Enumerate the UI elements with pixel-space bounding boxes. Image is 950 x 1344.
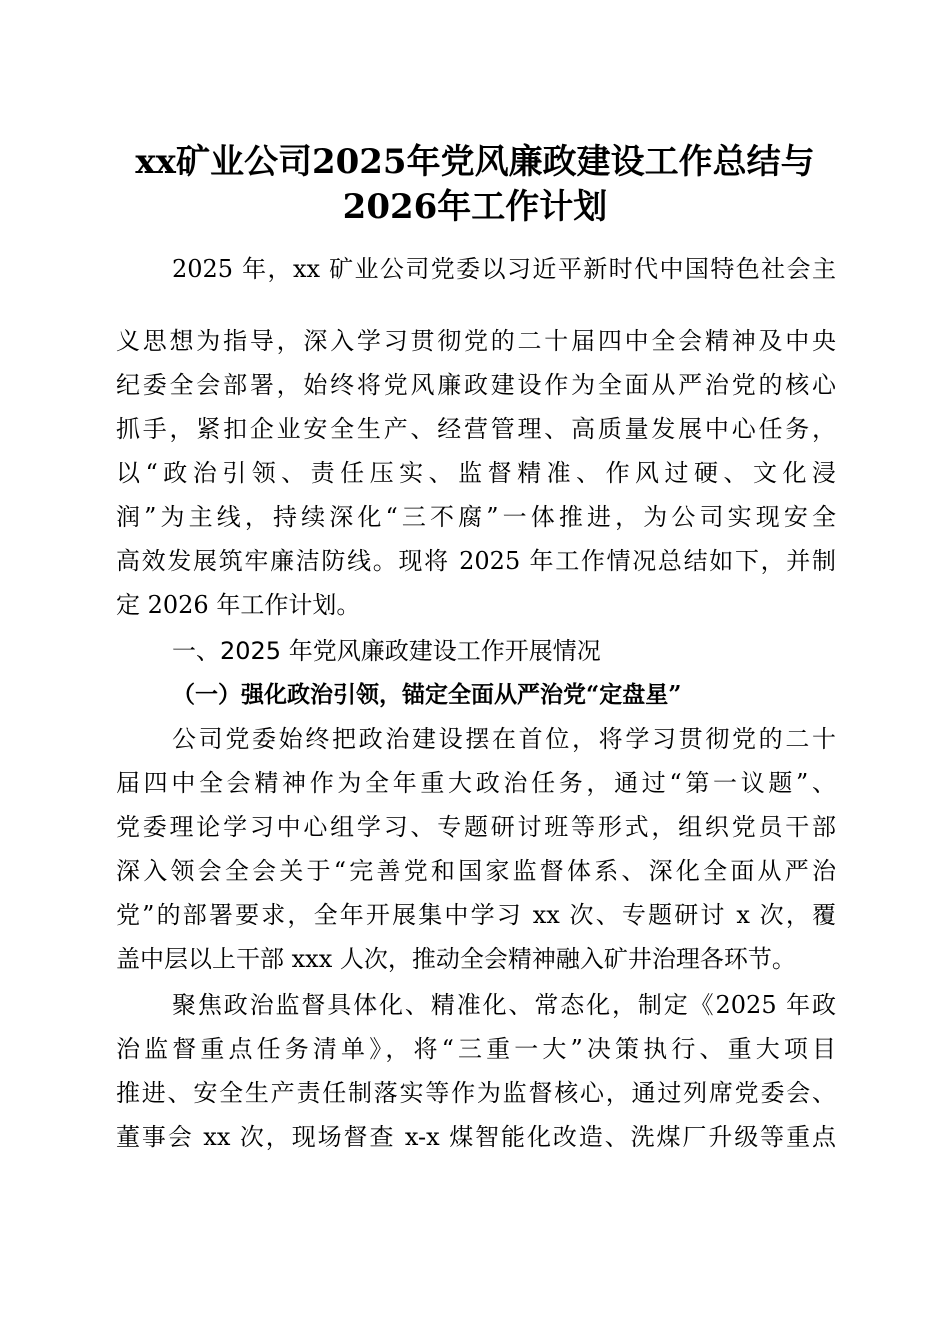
intro-line: 纪委全会部署，始终将党风廉政建设作为全面从严治党的核心 [116,371,836,399]
document-title-line-1: xx矿业公司2025年党风廉政建设工作总结与 [135,142,815,182]
body-line: 公司党委始终把政治建设摆在首位，将学习贯彻党的二十 [172,725,836,753]
body-line: 盖中层以上干部 xxx 人次，推动全会精神融入矿井治理各环节。 [116,945,796,973]
body-line: 党委理论学习中心组学习、专题研讨班等形式，组织党员干部 [116,813,836,841]
intro-line: 定 2026 年工作计划。 [116,591,361,619]
intro-line: 义思想为指导，深入学习贯彻党的二十届四中全会精神及中央 [116,327,836,355]
intro-line: 以“政治引领、责任压实、监督精准、作风过硬、文化浸 [116,459,836,487]
document-title-line-2: 2026年工作计划 [342,187,608,227]
body-line: 深入领会全会关于“完善党和国家监督体系、深化全面从严治 [116,857,836,885]
body-line: 治监督重点任务清单》，将“三重一大”决策执行、重大项目 [116,1035,836,1063]
body-line: 党”的部署要求，全年开展集中学习 xx 次、专题研讨 x 次，覆 [116,901,836,929]
body-line: 聚焦政治监督具体化、精准化、常态化，制定《2025 年政 [172,991,836,1019]
body-line: 推进、安全生产责任制落实等作为监督核心，通过列席党委会、 [116,1079,836,1107]
body-line: 董事会 xx 次，现场督查 x-x 煤智能化改造、洗煤厂升级等重点 [116,1123,836,1151]
intro-line: 2025 年，xx 矿业公司党委以习近平新时代中国特色社会主 [172,255,836,283]
section-heading: 一、2025 年党风廉政建设工作开展情况 [172,637,601,665]
intro-line: 抓手，紧扣企业安全生产、经营管理、高质量发展中心任务， [116,415,836,443]
intro-line: 高效发展筑牢廉洁防线。现将 2025 年工作情况总结如下，并制 [116,547,836,575]
body-line: 届四中全会精神作为全年重大政治任务，通过“第一议题”、 [116,769,836,797]
subsection-heading: （一）强化政治引领，锚定全面从严治党“定盘星” [172,681,682,708]
intro-line: 润”为主线，持续深化“三不腐”一体推进，为公司实现安全 [116,503,836,531]
